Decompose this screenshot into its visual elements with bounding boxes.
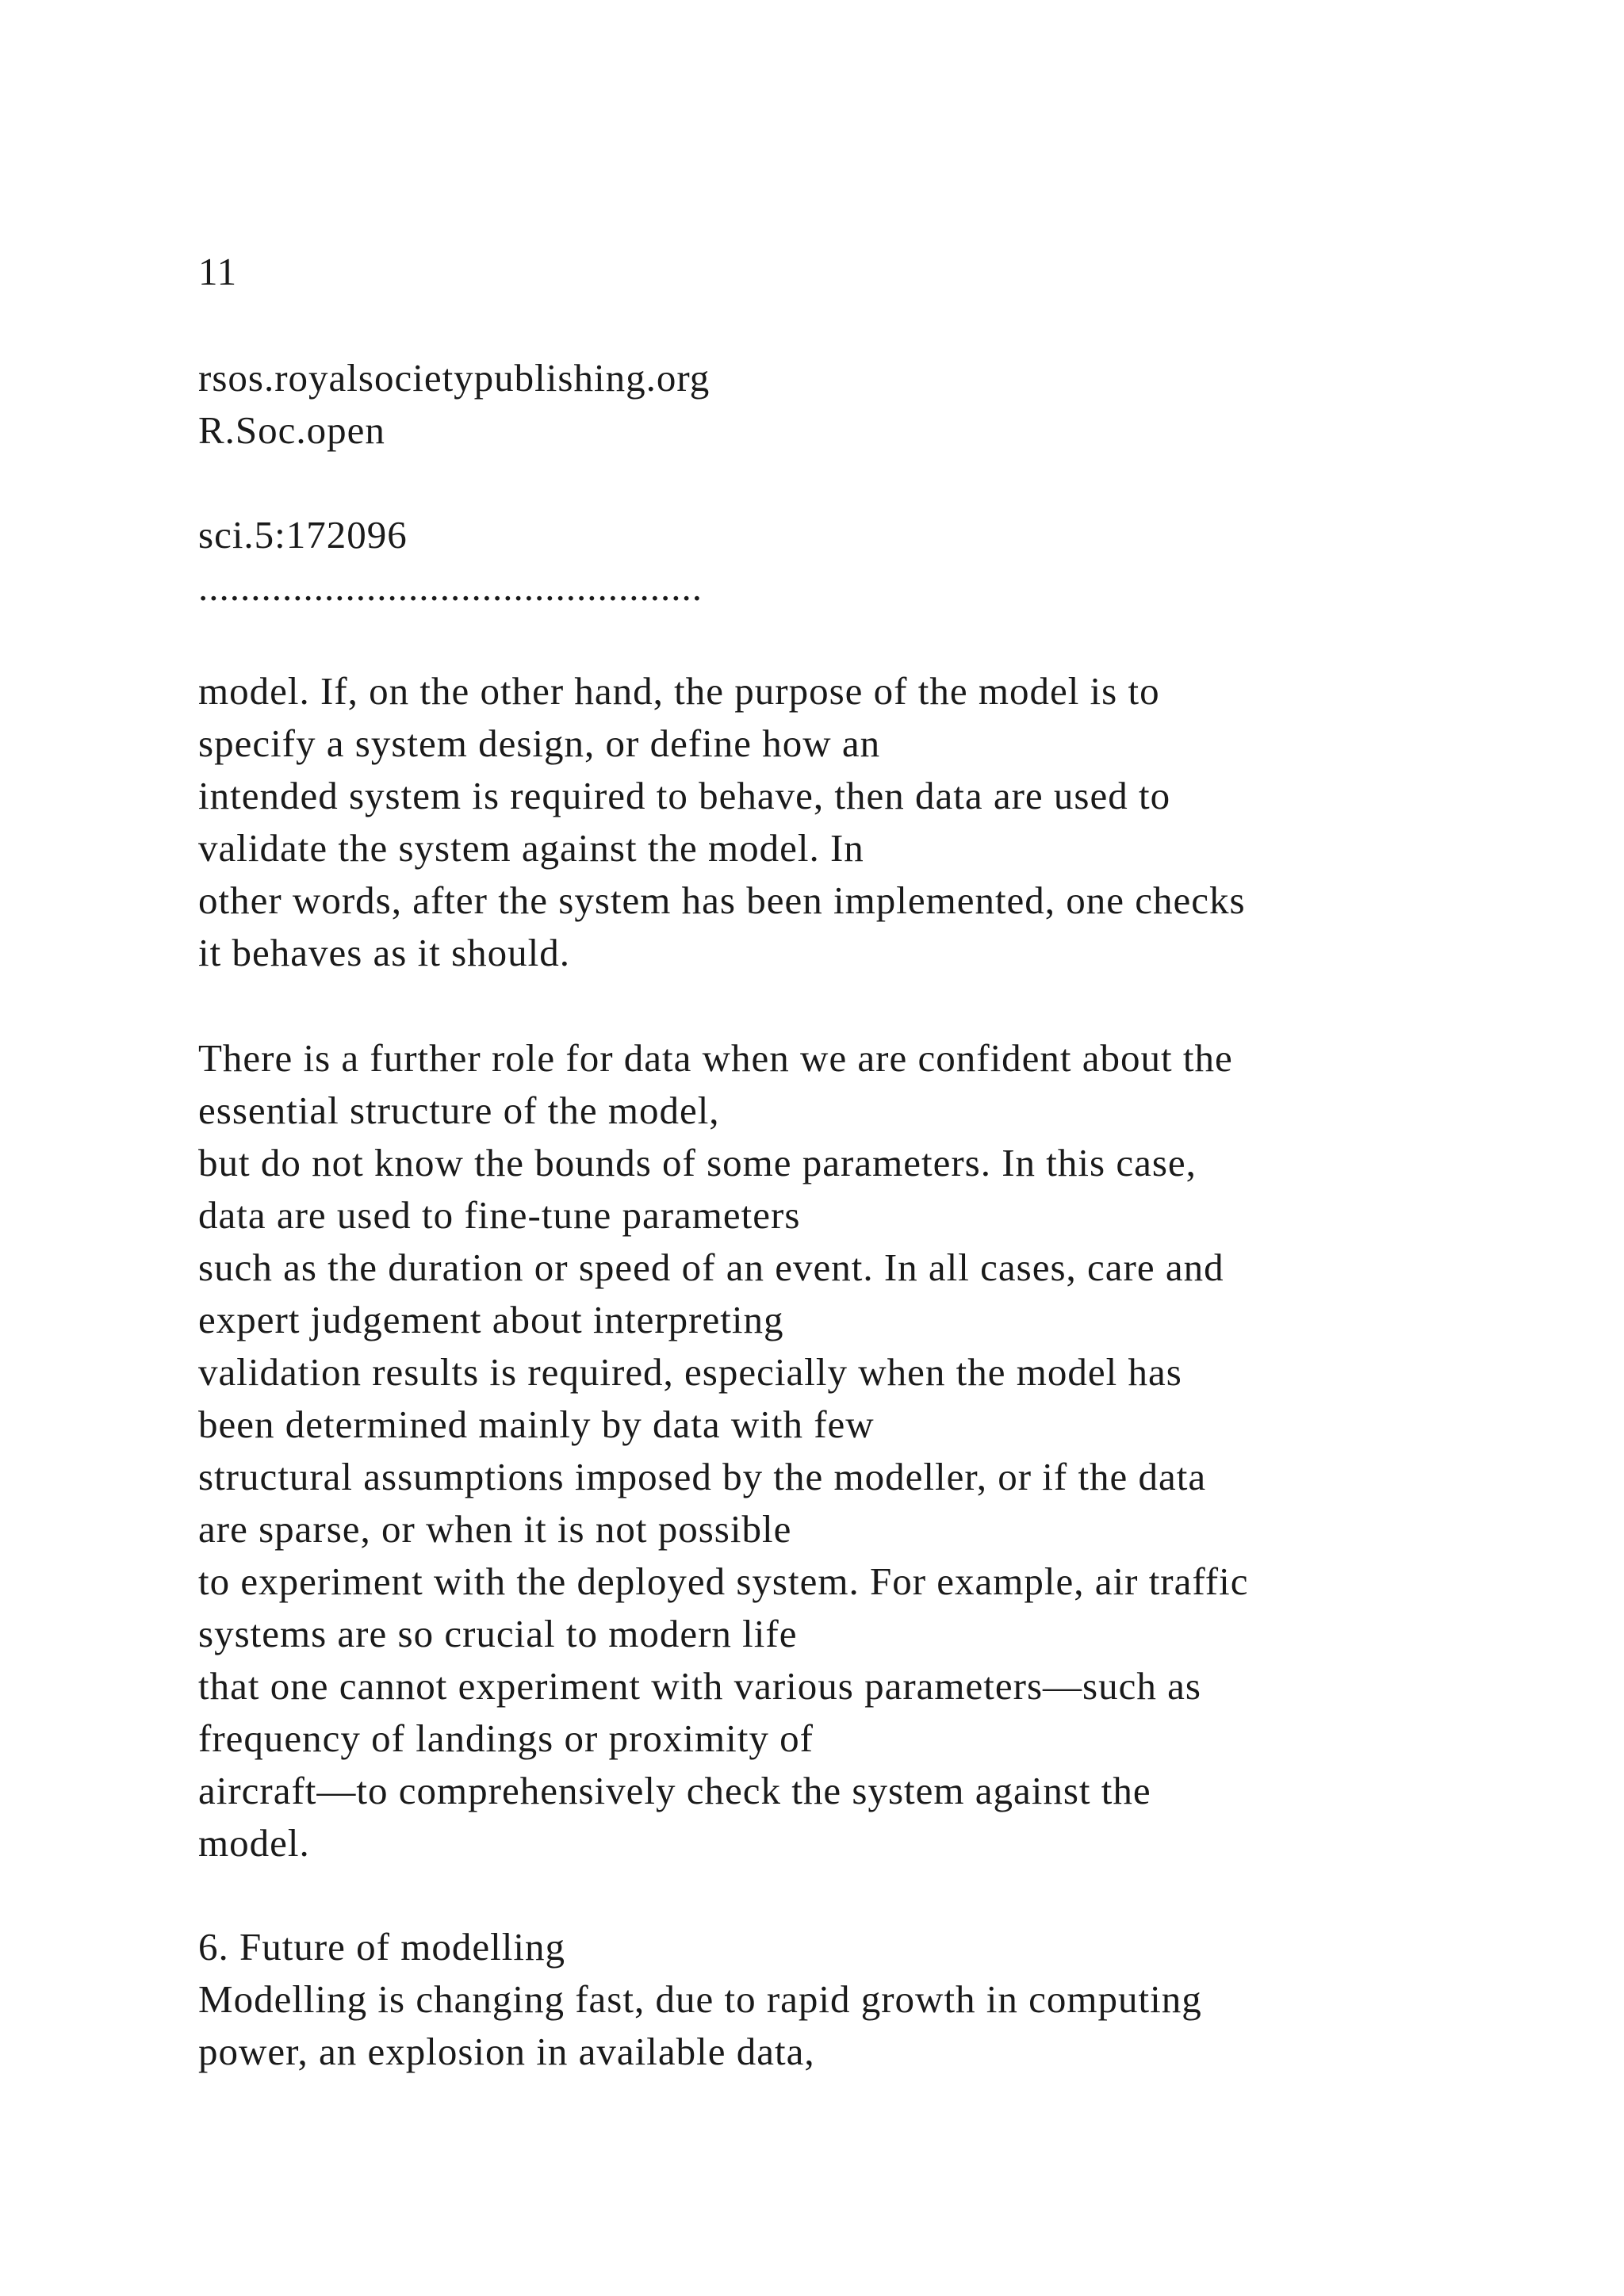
paragraph-1-line: other words, after the system has been implemented, one checks — [198, 878, 1246, 922]
paragraph-1-line: model. If, on the other hand, the purpose of the model is to — [198, 669, 1160, 713]
paragraph-2-line: structural assumptions imposed by the modeller, or if the data — [198, 1455, 1207, 1498]
paragraph-2-line: to experiment with the deployed system. For example, air traffic — [198, 1559, 1249, 1603]
paragraph-2-line: such as the duration or speed of an event. In all cases, care and — [198, 1246, 1224, 1289]
paragraph-2-line: There is a further role for data when we are confident about the — [198, 1036, 1233, 1080]
paragraph-1-line: intended system is required to behave, then data are used to — [198, 774, 1171, 817]
paragraph-1-line: validate the system against the model. In — [198, 826, 864, 870]
paragraph-3-line: Modelling is changing fast, due to rapid growth in computing — [198, 1977, 1202, 2021]
paragraph-2-line: frequency of landings or proximity of — [198, 1716, 814, 1760]
paragraph-2-line: systems are so crucial to modern life — [198, 1612, 798, 1655]
section-heading: 6. Future of modelling — [198, 1925, 565, 1969]
paragraph-2-line: that one cannot experiment with various parameters—such as — [198, 1664, 1201, 1708]
paragraph-2-line: are sparse, or when it is not possible — [198, 1507, 792, 1551]
page-number: 11 — [198, 250, 238, 293]
paragraph-2-line: essential structure of the model, — [198, 1089, 720, 1132]
paragraph-1-line: specify a system design, or define how an — [198, 721, 881, 765]
paragraph-2-line: validation results is required, especially when the model has — [198, 1350, 1182, 1394]
dotted-rule: ................................................ — [198, 565, 703, 609]
paragraph-2-line: been determined mainly by data with few — [198, 1402, 875, 1446]
paragraph-3-line: power, an explosion in available data, — [198, 2030, 815, 2073]
journal-name: R.Soc.open — [198, 408, 385, 452]
paragraph-2-line: data are used to fine-tune parameters — [198, 1193, 801, 1237]
paragraph-2-line: aircraft—to comprehensively check the system against the — [198, 1769, 1151, 1812]
paragraph-2-line: expert judgement about interpreting — [198, 1298, 784, 1341]
paragraph-2-line: model. — [198, 1821, 310, 1865]
paragraph-1-line: it behaves as it should. — [198, 931, 571, 974]
paragraph-2-line: but do not know the bounds of some parameters. In this case, — [198, 1141, 1197, 1184]
journal-citation: sci.5:172096 — [198, 513, 408, 557]
journal-site: rsos.royalsocietypublishing.org — [198, 356, 710, 400]
